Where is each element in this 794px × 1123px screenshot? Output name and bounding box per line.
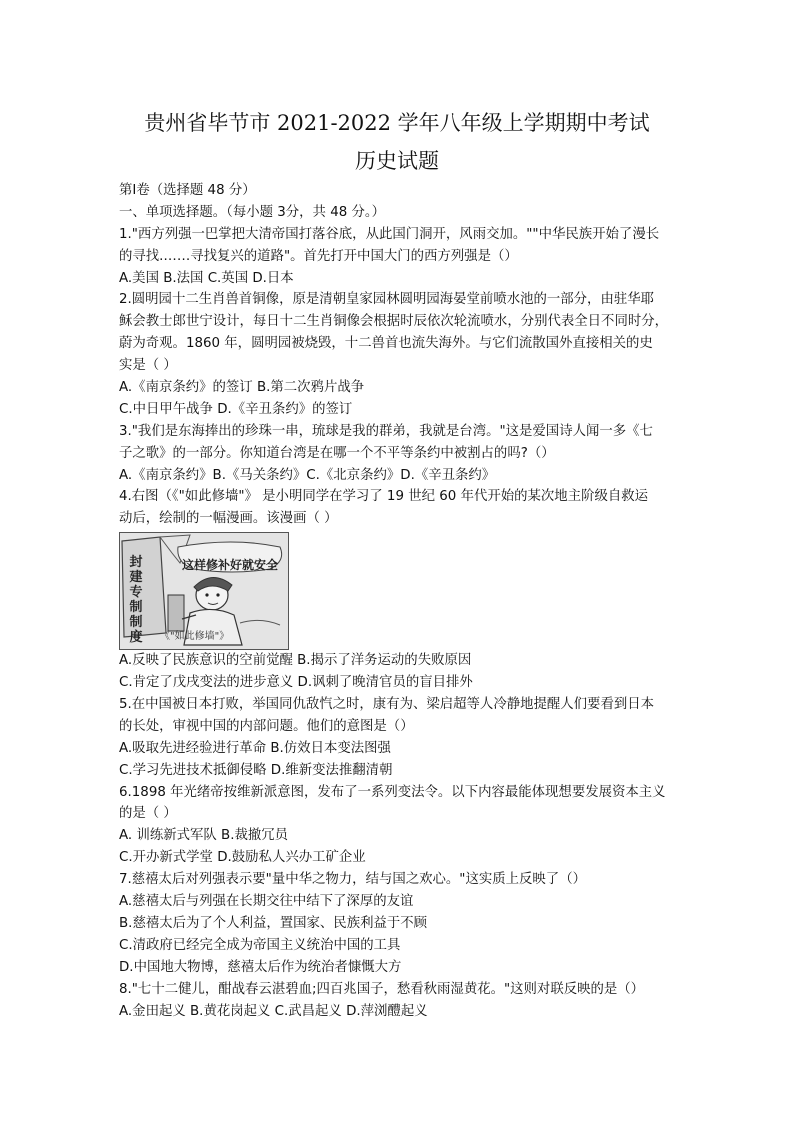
text-line: A.反映了民族意识的空前觉醒 B.揭示了洋务运动的失败原因 <box>119 653 472 669</box>
text-line: 5.在中国被日本打败，举国同仇敌忾之时，康有为、梁启超等人冷静地提醒人们要看到日本 <box>119 697 655 713</box>
text-line: 的寻找.……寻找复兴的道路"。首先打开中国大门的西方列强是（） <box>119 248 518 264</box>
text-line: 实是（ ） <box>119 358 177 374</box>
text-line: 动后，绘制的一幅漫画。该漫画（ ） <box>119 511 338 527</box>
text-line: C.清政府已经完全成为帝国主义统治中国的工具 <box>119 937 401 953</box>
text-line: C.学习先进技术抵御侵略 D.维新变法推翻清朝 <box>119 762 393 778</box>
text-line: A.美国 B.法国 C.英国 D.日本 <box>119 270 294 286</box>
exam-subtitle: 历史试题 <box>355 149 439 173</box>
text-line: 2.圆明园十二生肖兽首铜像，原是清朝皇家园林圆明园海晏堂前喷水池的一部分，由驻华耶 <box>119 292 655 308</box>
question-content <box>119 180 681 1022</box>
text-line: 子之歌》的一部分。你知道台湾是在哪一个不平等条约中被割占的吗?（） <box>119 445 555 461</box>
text-line: 的是（ ） <box>119 806 177 822</box>
text-line: A.金田起义 B.黄花岗起义 C.武昌起义 D.萍浏醴起义 <box>119 1003 428 1019</box>
text-line: C.肯定了戊戌变法的进步意义 D.讽刺了晚清官员的盲目排外 <box>119 675 473 691</box>
text-line: A.《南京条约》B.《马关条约》C.《北京条约》D.《辛丑条约》 <box>119 467 496 483</box>
text-line: 4.右图（《"如此修墙"》 是小明同学在学习了 19 世纪 60 年代开始的某次地主阶级自救运 <box>119 489 649 505</box>
text-line: C.中日甲午战争 D.《辛丑条约》的签订 <box>119 401 353 417</box>
text-line: 蔚为奇观。1860 年，圆明园被烧毁，十二兽首也流失海外。与它们流散国外直接相关的史 <box>119 336 653 352</box>
exam-title: 贵州省毕节市 2021-2022 学年八年级上学期期中考试 <box>144 111 650 135</box>
text-line: 的长处，审视中国的内部问题。他们的意图是（） <box>119 718 414 734</box>
text-line: A. 训练新式军队 B.裁撤冗员 <box>119 828 289 844</box>
text-line: 稣会教士郎世宁设计，每日十二生肖铜像会根据时辰依次轮流喷水，分别代表全日不同时分， <box>119 314 669 330</box>
text-line: 6.1898 年光绪帝按维新派意图，发布了一系列变法令。以下内容最能体现想要发展资本主义 <box>119 784 666 800</box>
cartoon-wall-label: 封建专制制度 <box>129 555 143 646</box>
text-line: 8."七十二健儿，酣战春云湛碧血;四百兆国子，愁看秋雨湿黄花。"这则对联反映的是（） <box>119 981 645 997</box>
cartoon-speech: 这样修补好就安全 <box>182 558 279 573</box>
text-line: A.慈禧太后与列强在长期交往中结下了深厚的友谊 <box>119 894 414 910</box>
text-line: D.中国地大物博，慈禧太后作为统治者慷慨大方 <box>119 959 402 975</box>
text-line: 3."我们是东海捧出的珍珠一串，琉球是我的群弟，我就是台湾。"这是爱国诗人闻一多《七 <box>119 423 653 439</box>
text-line: C.开办新式学堂 D.鼓励私人兴办工矿企业 <box>119 850 366 866</box>
cartoon-caption: 《"如此修墙"》 <box>160 631 230 643</box>
text-line: 1."西方列强一巴掌把大清帝国打落谷底，从此国门洞开，风雨交加。""中华民族开始了漫长 <box>119 226 660 242</box>
text-line: 第Ⅰ卷（选择题 48 分） <box>119 183 256 198</box>
text-line: A.吸取先进经验进行革命 B.仿效日本变法图强 <box>119 740 391 756</box>
text-line: 一、单项选择题。（每小题 3分，共 48 分。） <box>119 204 385 220</box>
text-line: A.《南京条约》的签订 B.第二次鸦片战争 <box>119 380 365 396</box>
text-line: B.慈禧太后为了个人利益，置国家、民族利益于不顾 <box>119 915 428 931</box>
cartoon-figure <box>119 532 289 650</box>
text-line: 7.慈禧太后对列强表示要"量中华之物力，结与国之欢心。"这实质上反映了（） <box>119 872 586 888</box>
